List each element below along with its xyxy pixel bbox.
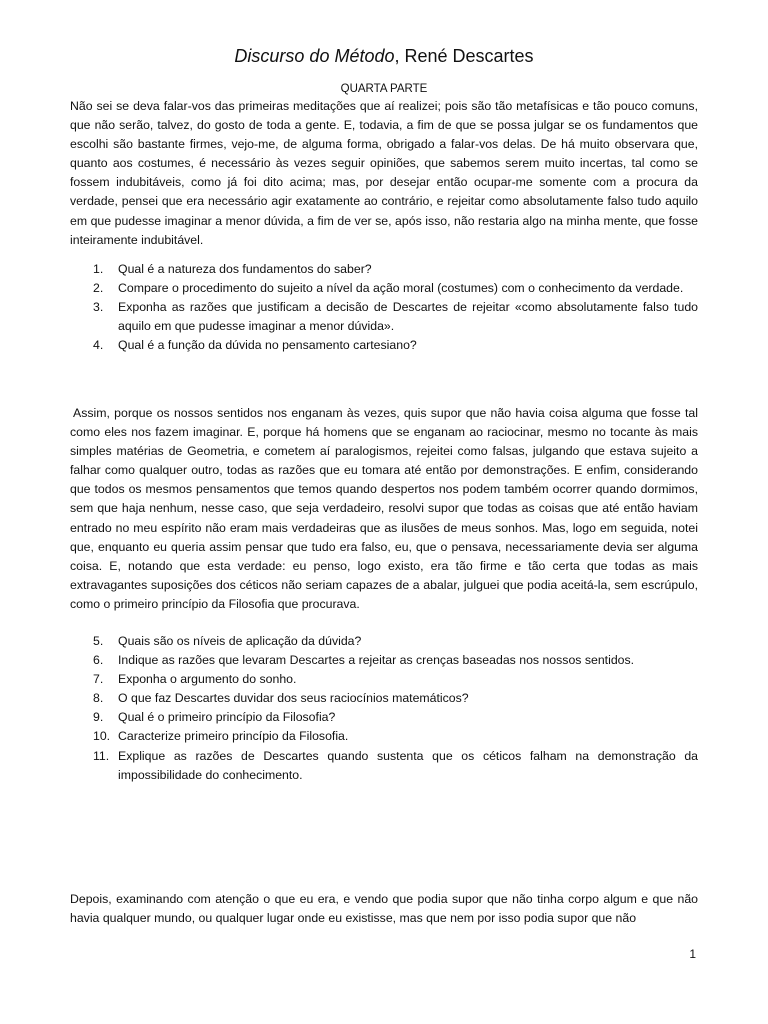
item-text: Compare o procedimento do sujeito a nível da ação moral (costumes) com o conhecimento da verdade. (118, 281, 684, 296)
item-text: Indique as razões que levaram Descartes a rejeitar as crenças baseadas nos nossos sentidos. (118, 653, 635, 668)
list-item (70, 708, 698, 727)
item-text: Quais são os níveis de aplicação da dúvida? (118, 634, 362, 648)
item-text: O que faz Descartes duvidar dos seus raciocínios matemáticos? (118, 691, 469, 706)
page-number: 1 (689, 947, 696, 961)
paragraph-1: Não sei se deva falar-vos das primeiras meditações que aí realizei; pois são tão metafísicas e tão pouco comuns, que não serão, talvez, do gosto de toda a gente. E, todavia, a fim de que se possa julgar se os fundamentos que escolhi são bastante firmes, vejo-me, de alguma forma, obrigado a falar-vos delas. De há muito observara que, quanto aos costumes, é necessário às vezes seguir opiniões, que sabemos serem muito incertas, tal como se fossem indubitáveis, como já foi dito acima; mas, por desejar então ocupar-me somente com a procura da verdade, pensei que era necessário agir exatamente ao contrário, e rejeitar como absolutamente falso tudo aquilo em que pudesse imaginar a menor dúvida, a fim de ver se, após isso, não restaria algo na minha mente, que fosse inteiramente indubitável. (70, 99, 698, 247)
list-item (70, 651, 698, 670)
item-text: Qual é o primeiro princípio da Filosofia? (118, 710, 336, 725)
section-heading: QUARTA PARTE (340, 83, 428, 95)
question-list-2 (70, 632, 698, 785)
paragraph-3: Depois, examinando com atenção o que eu era, e vendo que podia supor que não tinha corpo algum e que não havia qualquer mundo, ou qualquer lugar onde eu existisse, mas que nem por isso podia supor que não (70, 892, 698, 926)
list-item (70, 727, 698, 746)
item-number: 1. (93, 262, 104, 276)
item-number: 8. (93, 691, 104, 706)
item-text: Caracterize primeiro princípio da Filosofia. (118, 729, 349, 744)
item-number: 11. (93, 748, 110, 763)
item-number: 10. (93, 729, 111, 744)
item-text: Exponha as razões que justificam a decisão de Descartes de rejeitar «como absolutamente falso tudo aquilo em que pudesse imaginar a menor dúvida». (118, 300, 698, 334)
item-number: 2. (93, 281, 104, 296)
list-item (70, 689, 698, 708)
list-item (70, 298, 698, 336)
item-number: 3. (93, 300, 104, 315)
list-item (70, 747, 698, 785)
document-title (70, 44, 698, 68)
item-number: 5. (93, 634, 104, 648)
paragraph-2: Assim, porque os nossos sentidos nos enganam às vezes, quis supor que não havia coisa alguma que fosse tal como eles nos fazem imaginar. E, porque há homens que se enganam ao raciocinar, mesmo no tocante às mais simples matérias de Geometria, e cometem aí paralogismos, rejeitei como falsas, julgando que estava sujeito a falhar como qualquer outro, todas as razões que eu tomara até então por demonstrações. E enfim, considerando que todos os mesmos pensamentos que temos quando despertos nos podem também ocorrer quando dormimos, sem que haja nenhum, nesse caso, que seja verdadeiro, resolvi supor que todas as coisas que até então haviam entrado no meu espírito não eram mais verdadeiras que as ilusões de meus sonhos. Mas, logo em seguida, notei que, enquanto eu queria assim pensar que tudo era falso, eu, que o pensava, necessariamente devia ser alguma coisa. E, notando que esta verdade: eu penso, logo existo, era tão firme e tão certa que todas as mais extravagantes suposições dos céticos não seriam capazes de a abalar, julguei que podia aceitá-la, sem escrúpulo, como o primeiro princípio da Filosofia que procurava. (70, 406, 698, 611)
list-item (70, 632, 698, 651)
list-item (70, 260, 698, 279)
item-text: Exponha o argumento do sonho. (118, 672, 297, 687)
item-number: 6. (93, 653, 104, 668)
question-list-1 (70, 260, 698, 355)
list-item (70, 670, 698, 689)
item-number: 9. (93, 710, 104, 725)
item-number: 7. (93, 672, 104, 687)
item-text: Qual é a função da dúvida no pensamento cartesiano? (118, 338, 417, 353)
list-item (70, 336, 698, 355)
item-text: Explique as razões de Descartes quando sustenta que os céticos falham na demonstração da impossibilidade do conhecimento. (118, 748, 698, 782)
item-number: 4. (93, 338, 104, 353)
item-text: Qual é a natureza dos fundamentos do saber? (118, 262, 372, 276)
list-item (70, 279, 698, 298)
title-author: , René Descartes (394, 46, 534, 66)
title-work: Discurso do Método (234, 46, 395, 66)
